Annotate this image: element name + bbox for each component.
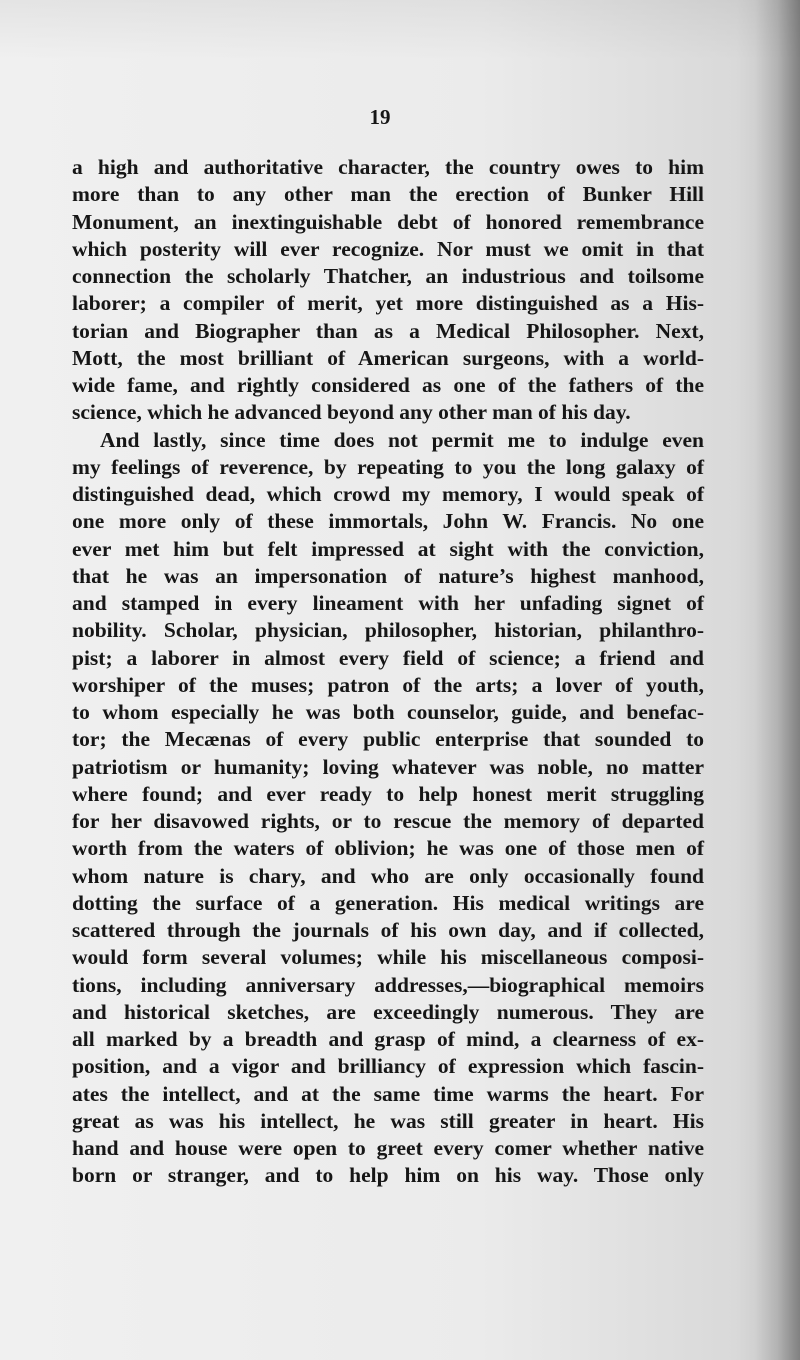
text-line: and stamped in every lineament with her unfading signet of xyxy=(72,591,704,615)
top-shading xyxy=(0,0,800,60)
text-line: worth from the waters of oblivion; he was one of those men of xyxy=(72,836,704,861)
text-line: which posterity will ever recognize. Nor must we omit in that xyxy=(72,236,704,261)
text-line: would form several volumes; while his miscellaneous composi- xyxy=(72,945,704,970)
text-line: tions, including anniversary addresses,—biographical memoirs xyxy=(72,972,704,997)
text-line: tor; the Mecænas of every public enterprise that sounded to xyxy=(72,727,704,752)
text-line: nobility. Scholar, physician, philosopher, historian, philanthro- xyxy=(72,618,704,643)
text-line: dotting the surface of a generation. His medical writings are xyxy=(72,890,704,915)
text-line: patriotism or humanity; loving whatever was noble, no matter xyxy=(72,754,704,779)
text-line: ates the intellect, and at the same time warms the heart. For xyxy=(72,1081,704,1106)
text-line: Monument, an inextinguishable debt of honored remembrance xyxy=(72,209,704,234)
text-line: great as was his intellect, he was still greater in heart. His xyxy=(72,1108,704,1133)
text-line: connection the scholarly Thatcher, an industrious and toilsome xyxy=(72,264,704,288)
text-line: worshiper of the muses; patron of the arts; a lover of youth, xyxy=(72,672,704,697)
text-line: torian and Biographer than as a Medical Philosopher. Next, xyxy=(72,318,704,343)
text-line: hand and house were open to greet every comer whether native xyxy=(72,1136,704,1160)
text-line: laborer; a compiler of merit, yet more distinguished as a His- xyxy=(72,291,704,316)
text-line: ever met him but felt impressed at sight with the conviction, xyxy=(72,536,704,561)
text-line: whom nature is chary, and who are only occasionally found xyxy=(72,863,704,888)
text-line: to whom especially he was both counselor, guide, and benefac- xyxy=(72,700,704,724)
text-line: pist; a laborer in almost every field of science; a friend and xyxy=(72,645,704,670)
text-line: And lastly, since time does not permit me to indulge even xyxy=(100,427,704,452)
text-line: Mott, the most brilliant of American surgeons, with a world- xyxy=(72,345,704,370)
text-line: one more only of these immortals, John W. Francis. No one xyxy=(72,509,704,534)
text-line: all marked by a breadth and grasp of mind, a clearness of ex- xyxy=(72,1027,704,1051)
text-line: born or stranger, and to help him on his way. Those only xyxy=(72,1163,704,1188)
text-line: where found; and ever ready to help honest merit struggling xyxy=(72,781,704,806)
page-number: 19 xyxy=(369,105,391,129)
text-line: science, which he advanced beyond any other man of his day. xyxy=(72,400,631,425)
text-line: for her disavowed rights, or to rescue the memory of departed xyxy=(72,809,704,833)
text-line: wide fame, and rightly considered as one of the fathers of the xyxy=(72,373,704,397)
text-line: a high and authoritative character, the country owes to him xyxy=(72,155,704,179)
text-line: and historical sketches, are exceedingly numerous. They are xyxy=(72,999,704,1024)
body-paragraph xyxy=(72,154,704,1190)
text-line: position, and a vigor and brilliancy of expression which fascin- xyxy=(72,1054,704,1079)
text-line: my feelings of reverence, by repeating to you the long galaxy of xyxy=(72,454,704,479)
binding-shadow xyxy=(755,0,800,1360)
text-line: that he was an impersonation of nature’s highest manhood, xyxy=(72,563,704,588)
text-line: more than to any other man the erection of Bunker Hill xyxy=(72,182,704,207)
text-line: scattered through the journals of his own day, and if collected, xyxy=(72,918,704,942)
text-line: distinguished dead, which crowd my memory, I would speak of xyxy=(72,482,704,506)
